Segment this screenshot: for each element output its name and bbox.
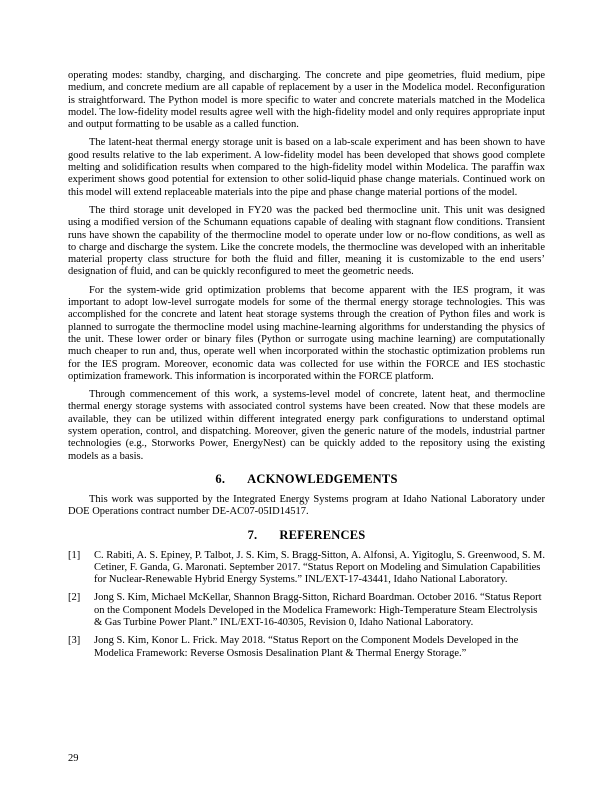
- reference-text: Jong S. Kim, Konor L. Frick. May 2018. “Status Report on the Component Models Developed in the Modelica Framework: Reverse Osmosis Desalination Plant & Thermal Energy Storage.”: [94, 635, 519, 659]
- body-paragraph-2: The latent-heat thermal energy storage unit is based on a lab-scale experiment and has been shown to have good results relative to the lab experiment. A low-fidelity model has been developed that shows good complete melting and solidification results when compared to the high-fidelity model within Modelica. The paraffin wax experiment shows good potential for extension to other solid-liquid phase change materials. Continued work on this model will extend replaceable materials into the pipe and phase change material portions of the model.: [68, 137, 545, 198]
- page-number: 29: [68, 752, 79, 764]
- section-number: 7.: [247, 527, 258, 542]
- reference-label: [2]: [68, 592, 81, 604]
- reference-label: [1]: [68, 549, 81, 561]
- section-heading-references: [68, 528, 545, 543]
- body-paragraph-4: For the system-wide grid optimization problems that become apparent with the IES program, it was important to adopt low-level surrogate models for some of the thermal energy storage technologies. This was accomplished for the concrete and latent heat storage systems through the creation of Python files and work is planned to surrogate the thermocline model using machine-learning algorithms for understanding the physics of the unit. These lower order or binary files (Python or surrogate using machine learning) are computationally much cheaper to run and, thus, operate well when incorporated within the stochastic optimization problems run for the IES program. Moreover, economic data was collected for use within the FORCE and IES stochastic optimization framework. This information is incorporated within the FORCE platform.: [68, 284, 545, 382]
- section-title: REFERENCES: [279, 527, 366, 542]
- reference-item-3: [68, 635, 545, 660]
- section-title: ACKNOWLEDGEMENTS: [247, 471, 398, 486]
- reference-list: [68, 550, 545, 660]
- body-paragraph-1: operating modes: standby, charging, and discharging. The concrete and pipe geometries, fluid medium, pipe medium, and concrete medium are all capable of replacement by a user in the Modelica model. Reconfiguration is straightforward. The Python model is more specific to water and concrete materials matched in the Modelica model. The low-fidelity model results agree well with the high-fidelity model and only requires appropriate input and output formatting to be usable as a called function.: [68, 70, 545, 131]
- reference-item-1: [68, 550, 545, 587]
- reference-text: C. Rabiti, A. S. Epiney, P. Talbot, J. S. Kim, S. Bragg-Sitton, A. Alfonsi, A. Yigitoglu, S. Greenwood, S. M. Cetiner, F. Ganda, G. Maronati. September 2017. “Status Report on Modeling and Simulation Capabilities for Nuclear-Renewable Hybrid Energy Systems.” INL/EXT-17-43441, Idaho National Laboratory.: [94, 549, 545, 586]
- section-number: 6.: [215, 471, 226, 486]
- body-paragraph-5: Through commencement of this work, a systems-level model of concrete, latent heat, and thermocline thermal energy storage systems with associated control systems have been created. Now that these models are available, they can be utilized within different integrated energy park configurations to understand optimal system operation, control, and dispatching. Moreover, given the generic nature of the models, industrial partner technologies (e.g., Storworks Power, EnergyNest) can be quickly added to the repository using the existing models as a basis.: [68, 389, 545, 462]
- reference-item-2: [68, 592, 545, 629]
- body-paragraph-3: The third storage unit developed in FY20 was the packed bed thermocline unit. This unit was designed using a modified version of the Schumann equations capable of dealing with stagnant flow conditions. Transient runs have shown the capability of the thermocline model to operate under low or no-flow conditions, as well as to charge and discharge the system. Like the concrete models, the thermocline was developed with an inheritable material property class structure for both the fluid and filler, meaning it is customizable to the end users’ designation of fluid, and can be quickly reconfigured to meet the geometric needs.: [68, 204, 545, 278]
- acknowledgements-paragraph: This work was supported by the Integrated Energy Systems program at Idaho National Laboratory under DOE Operations contract number DE-AC07-05ID14517.: [68, 493, 545, 518]
- reference-text: Jong S. Kim, Michael McKellar, Shannon Bragg-Sitton, Richard Boardman. October 2016. “Status Report on the Component Models Developed in the Modelica Framework: High-Temperature Steam Electrolysis & Gas Turbine Power Plant.” INL/EXT-16-40305, Revision 0, Idaho National Laboratory.: [94, 592, 542, 628]
- reference-label: [3]: [68, 635, 81, 647]
- section-heading-acknowledgements: [68, 472, 545, 487]
